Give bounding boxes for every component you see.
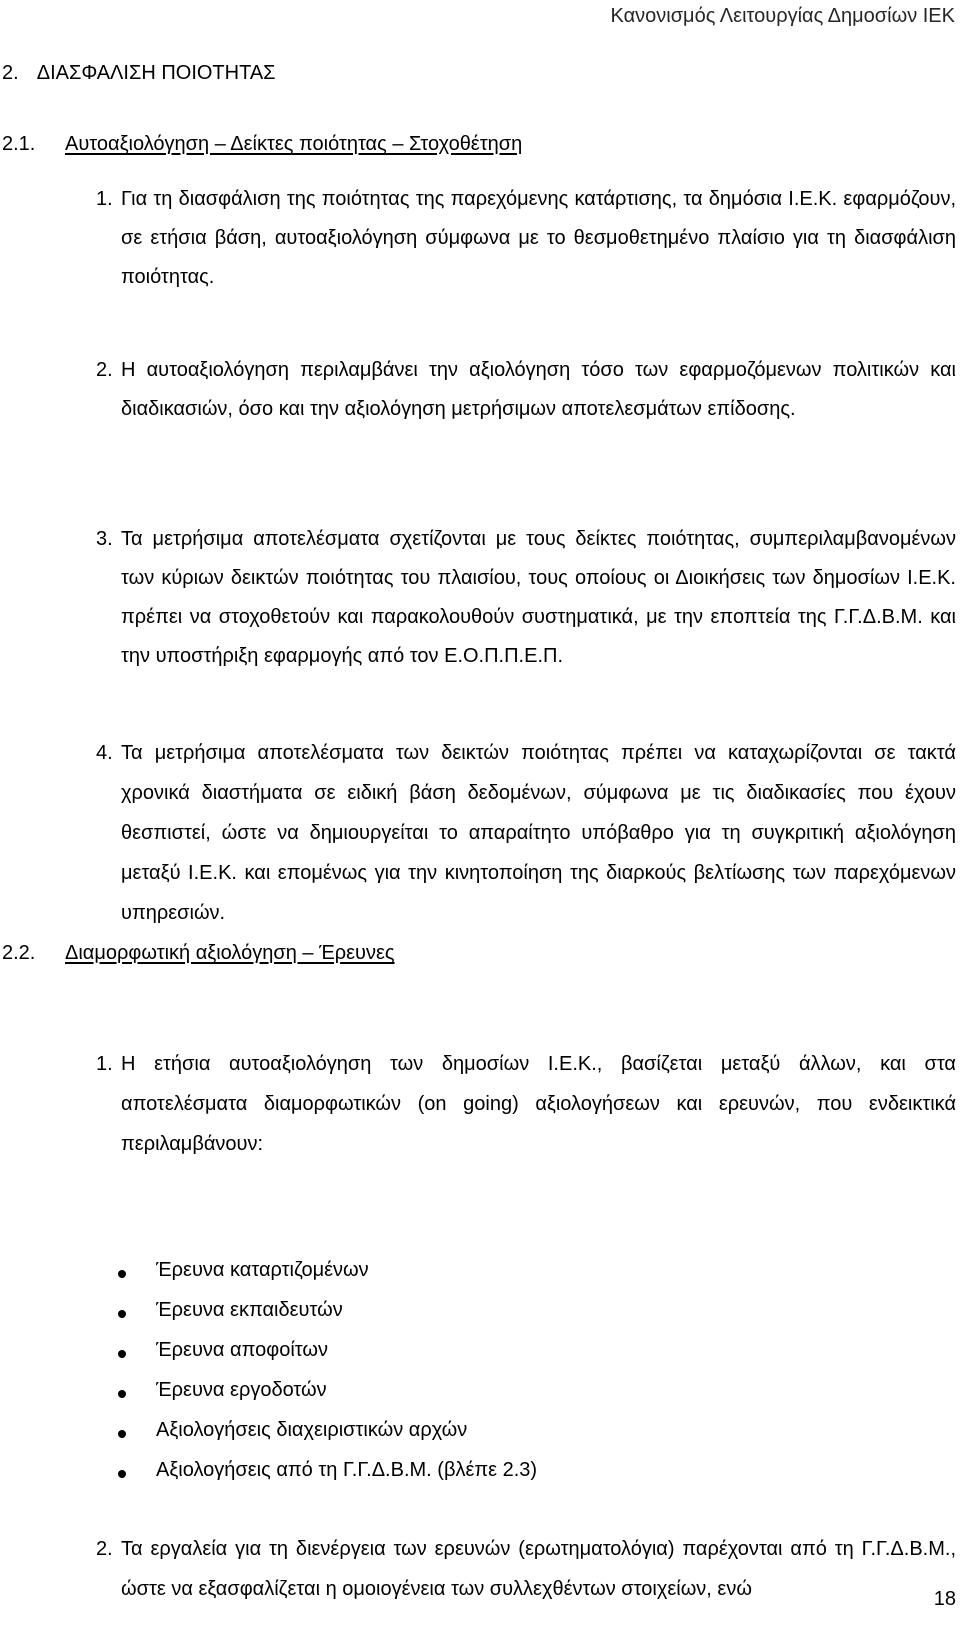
section-number: 2.	[2, 62, 19, 84]
bullet-label: Έρευνα καταρτιζομένων	[156, 1259, 369, 1281]
item-text: Τα μετρήσιμα αποτελέσματα των δεικτών ποιότητας πρέπει να καταχωρίζονται σε τακτά χρονικά διαστήματα σε ειδική βάση δεδομένων, σύμφωνα με τις διαδικασίες που έχουν θεσπιστεί, ώστε να δημιουργείται το απαραίτητο υπόβαθρο για τη συγκριτική αξιολόγηση μεταξύ Ι.Ε.Κ. και επομένως για την κινητοποίηση της διαρκούς βελτίωσης των παρεχόμενων υπηρεσιών.	[121, 742, 956, 924]
page-number: 18	[933, 1588, 956, 1610]
bullet-label: Αξιολογήσεις διαχειριστικών αρχών	[156, 1419, 468, 1441]
running-header: Κανονισμός Λειτουργίας Δημοσίων ΙΕΚ	[610, 5, 955, 27]
list-item	[96, 520, 956, 720]
bullet-icon	[118, 1470, 126, 1478]
bullet-icon	[118, 1270, 126, 1278]
section-heading	[2, 60, 276, 86]
item-number: 4.	[96, 742, 113, 764]
item-number: 1.	[96, 1053, 113, 1075]
bullet-icon	[118, 1390, 126, 1398]
subsection-title: Αυτοαξιολόγηση – Δείκτες ποιότητας – Στοχοθέτηση	[65, 133, 523, 155]
item-text: Τα μετρήσιμα αποτελέσματα σχετίζονται με τους δείκτες ποιότητας, συμπεριλαμβανομένων των κύριων δεικτών ποιότητας του πλαισίου, τους οποίους οι Διοικήσεις των δημοσίων Ι.Ε.Κ. πρέπει να στοχοθετούν και παρακολουθούν συστηματικά, με την εποπτεία της Γ.Γ.Δ.Β.Μ. και την υποστήριξη εφαρμογής από τον Ε.Ο.Π.Π.Ε.Π.	[121, 528, 956, 667]
list-item	[96, 1529, 956, 1609]
subsection-title: Διαμορφωτική αξιολόγηση – Έρευνες	[65, 942, 395, 964]
section-title: ΔΙΑΣΦΑΛΙΣΗ ΠΟΙΟΤΗΤΑΣ	[36, 62, 276, 84]
list-item	[96, 733, 956, 933]
list-item	[96, 351, 956, 471]
bullet-icon	[118, 1310, 126, 1318]
item-text: Για τη διασφάλιση της ποιότητας της παρεχόμενης κατάρτισης, τα δημόσια Ι.Ε.Κ. εφαρμόζουν, σε ετήσια βάση, αυτοαξιολόγηση σύμφωνα με το θεσμοθετημένο πλαίσιο για τη διασφάλιση ποιότητας.	[121, 188, 956, 288]
bullet-label: Έρευνα αποφοίτων	[156, 1339, 329, 1361]
list-item	[96, 180, 956, 300]
item-text: Τα εργαλεία για τη διενέργεια των ερευνών (ερωτηματολόγια) παρέχονται από τη Γ.Γ.Δ.Β.Μ., ώστε να εξασφαλίζεται η ομοιογένεια των συλλεχθέντων στοιχείων, ενώ	[121, 1538, 956, 1600]
item-text: Η ετήσια αυτοαξιολόγηση των δημοσίων Ι.Ε.Κ., βασίζεται μεταξύ άλλων, και στα αποτελέσματα διαμορφωτικών (on going) αξιολογήσεων και ερευνών, που ενδεικτικά περιλαμβάνουν:	[121, 1053, 956, 1155]
item-text: Η αυτοαξιολόγηση περιλαμβάνει την αξιολόγηση τόσο των εφαρμοζόμενων πολιτικών και διαδικασιών, όσο και την αξιολόγηση μετρήσιμων αποτελεσμάτων επίδοσης.	[121, 359, 956, 420]
bullet-label: Έρευνα εκπαιδευτών	[156, 1299, 343, 1321]
subsection-heading-2-2	[2, 940, 395, 966]
list-item	[96, 1044, 956, 1164]
item-number: 1.	[96, 188, 113, 210]
bullet-icon	[118, 1350, 126, 1358]
bullet-label: Έρευνα εργοδοτών	[156, 1379, 327, 1401]
subsection-heading-2-1	[2, 131, 522, 157]
bullet-icon	[118, 1430, 126, 1438]
item-number: 3.	[96, 528, 113, 550]
bullet-label: Αξιολογήσεις από τη Γ.Γ.Δ.Β.Μ. (βλέπε 2.3)	[156, 1459, 538, 1481]
subsection-number: 2.1.	[2, 133, 36, 155]
item-number: 2.	[96, 359, 113, 381]
subsection-number: 2.2.	[2, 942, 36, 964]
item-number: 2.	[96, 1538, 113, 1560]
